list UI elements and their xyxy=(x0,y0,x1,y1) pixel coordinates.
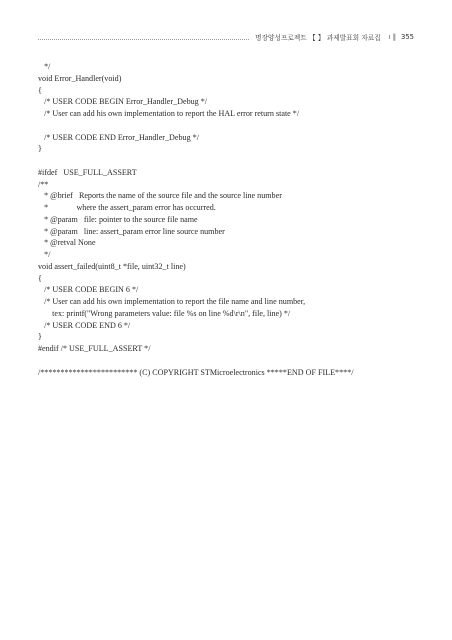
code-line: void Error_Handler(void) xyxy=(38,73,122,83)
code-line: tex: printf("Wrong parameters value: file %s on line %d\r\n", file, line) */ xyxy=(38,308,291,318)
code-line xyxy=(38,120,418,132)
code-line: void assert_failed(uint8_t *file, uint32_t line) xyxy=(38,261,186,271)
code-line: /* USER CODE END Error_Handler_Debug */ xyxy=(38,132,199,142)
code-line: * where the assert_param error has occurred. xyxy=(38,203,216,212)
code-line: * @brief Reports the name of the source file and the source line number xyxy=(38,191,282,201)
code-line xyxy=(38,355,418,367)
code-listing xyxy=(38,61,418,378)
code-line: /* USER CODE BEGIN Error_Handler_Debug */ xyxy=(38,97,208,107)
code-line: /************************ (C) COPYRIGHT STMicroelectronics *****END OF FILE****/ xyxy=(38,367,354,377)
code-line: /* User can add his own implementation to report the file name and line number, xyxy=(38,297,306,306)
code-line: /** xyxy=(38,179,49,189)
page-header xyxy=(38,31,414,43)
header-title: 명장양성프로젝트 【 】 과제발표회 자료집 xyxy=(255,34,381,42)
code-line: { xyxy=(38,273,42,283)
code-line: #ifdef USE_FULL_ASSERT xyxy=(38,167,137,177)
code-line: #endif /* USE_FULL_ASSERT */ xyxy=(38,344,151,353)
page-number: 355 xyxy=(401,33,414,41)
code-line: * @param line: assert_param error line source number xyxy=(38,226,225,236)
header-dotted-leader xyxy=(38,39,249,40)
code-line: */ xyxy=(38,250,51,259)
code-line: /* User can add his own implementation to report the HAL error return state */ xyxy=(38,109,300,118)
code-line: * @param file: pointer to the source file name xyxy=(38,214,198,224)
header-separator: ı ‖ xyxy=(388,33,397,41)
code-line: } xyxy=(38,144,42,154)
code-line: } xyxy=(38,332,42,342)
code-line xyxy=(38,155,418,167)
code-line: */ xyxy=(38,62,51,71)
code-line: * @retval None xyxy=(38,238,96,248)
code-line: { xyxy=(38,85,42,95)
code-line: /* USER CODE END 6 */ xyxy=(38,320,131,330)
code-line: /* USER CODE BEGIN 6 */ xyxy=(38,285,139,295)
